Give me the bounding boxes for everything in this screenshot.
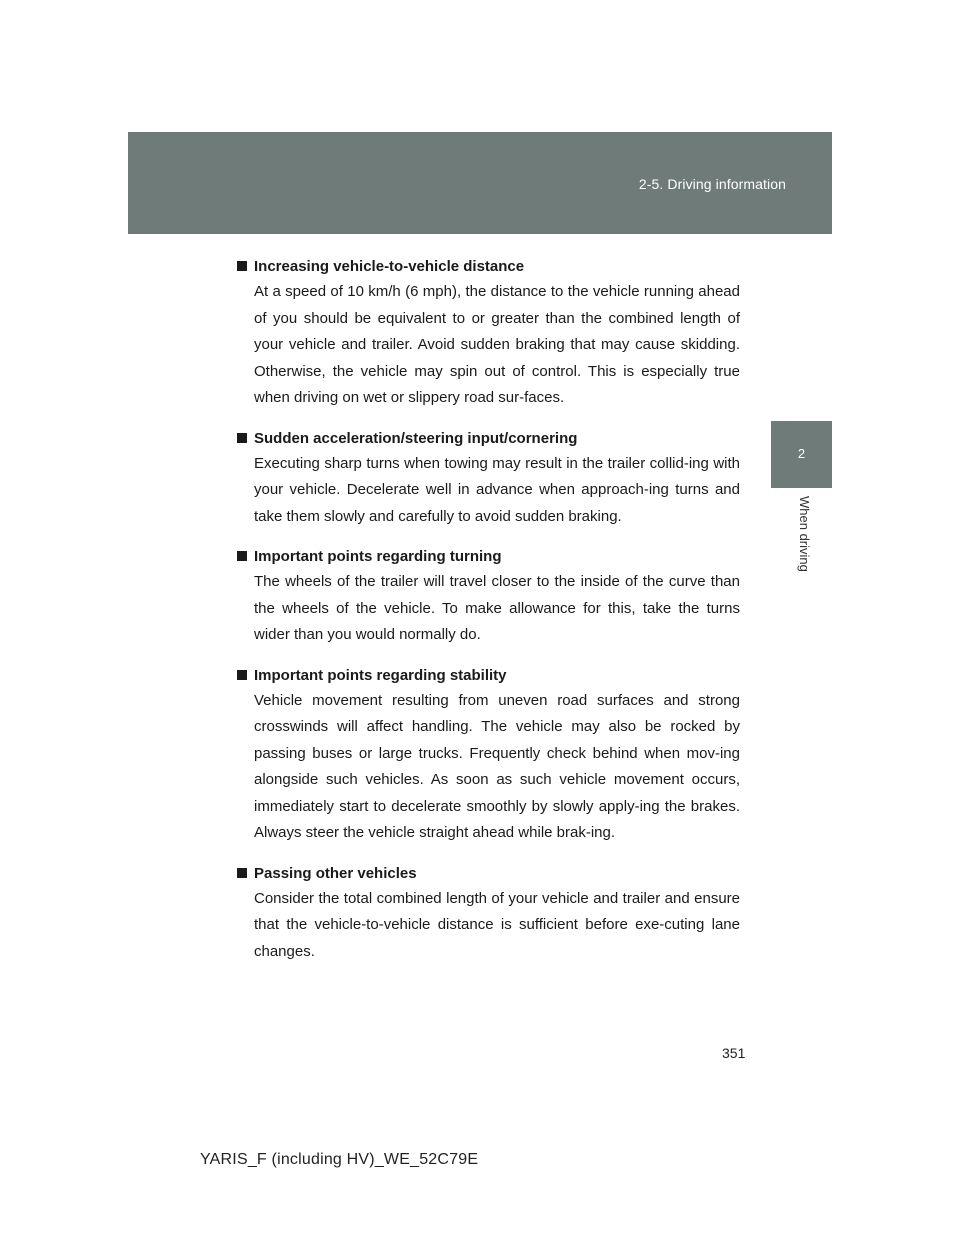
header-band <box>128 132 832 234</box>
section-body: Vehicle movement resulting from uneven road surfaces and strong crosswinds will affect handling. The vehicle may also be rocked by passing buses or large trucks. Frequently check behind when mov-ing alongside such vehicles. As soon as such vehicle movement occurs, immediately start to decelerate smoothly by slowly apply-ing the brakes. Always steer the vehicle straight ahead while brak-ing. <box>254 691 740 841</box>
section-heading-text: Important points regarding stability <box>254 666 507 684</box>
section-sudden-acceleration <box>236 426 740 531</box>
square-bullet-icon <box>237 261 247 271</box>
section-body: The wheels of the trailer will travel closer to the inside of the curve than the wheels of the vehicle. To make allowance for this, take the turns wider than you would normally do. <box>254 573 740 643</box>
section-stability <box>236 663 740 847</box>
footer-document-code: YARIS_F (including HV)_WE_52C79E <box>200 1151 479 1168</box>
square-bullet-icon <box>237 670 247 680</box>
chapter-number: 2 <box>797 446 806 461</box>
section-heading <box>236 426 740 451</box>
section-heading-text: Important points regarding turning <box>254 548 502 565</box>
section-passing <box>236 861 740 966</box>
square-bullet-icon <box>237 551 247 561</box>
section-heading <box>236 663 740 688</box>
section-heading <box>236 544 740 569</box>
section-turning <box>236 544 740 649</box>
section-vehicle-distance <box>236 254 740 412</box>
section-heading-text: Sudden acceleration/steering input/cornering <box>254 429 578 447</box>
page-number: 351 <box>722 1045 746 1061</box>
page-content <box>236 254 740 979</box>
section-body: Consider the total combined length of your vehicle and trailer and ensure that the vehicle-to-vehicle distance is sufficient before exe-cuting lane changes. <box>254 889 740 960</box>
section-heading-text: Passing other vehicles <box>254 864 417 882</box>
chapter-tab <box>771 421 832 488</box>
section-body: Executing sharp turns when towing may result in the trailer collid-ing with your vehicle. Decelerate well in advance when approach-ing turns and take them slowly and carefully to avoid sudden braking. <box>254 454 740 525</box>
square-bullet-icon <box>237 433 247 443</box>
square-bullet-icon <box>237 868 247 878</box>
section-body: At a speed of 10 km/h (6 mph), the distance to the vehicle running ahead of you should be equivalent to or greater than the combined length of your vehicle and trailer. Avoid sudden braking that may cause skidding. Otherwise, the vehicle may spin out of control. This is especially true when driving on wet or slippery road sur-faces. <box>254 283 740 406</box>
section-heading <box>236 861 740 886</box>
section-heading <box>236 254 740 279</box>
section-heading-text: Increasing vehicle-to-vehicle distance <box>254 258 525 275</box>
chapter-label: When driving <box>797 496 812 572</box>
section-title: 2-5. Driving information <box>638 176 786 192</box>
